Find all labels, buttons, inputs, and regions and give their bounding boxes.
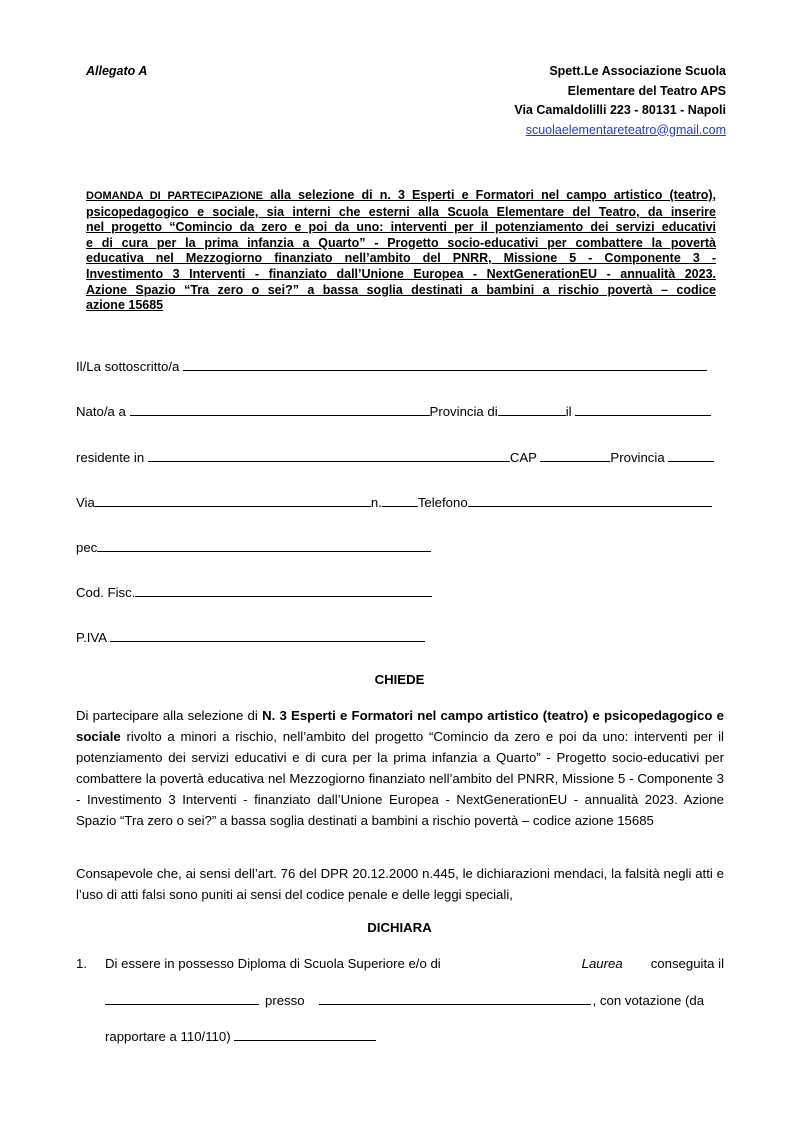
chiede-bold: N. 3 Esperti e Formatori nel campo artistico (teatro) e psicopedagogico e sociale bbox=[76, 708, 725, 744]
field-residente bbox=[76, 447, 714, 465]
title-lead: DOMANDA DI PARTECIPAZIONE bbox=[86, 190, 263, 202]
title-line-1: alla selezione di n. 3 Esperti e Formatori nel campo artistico (teatro), bbox=[263, 188, 716, 202]
label-telefono: Telefono bbox=[417, 495, 468, 510]
title-line-8: azione 15685 bbox=[86, 298, 164, 313]
input-presso[interactable] bbox=[319, 990, 591, 1005]
label-presso: presso bbox=[265, 993, 305, 1008]
item-1-line-3 bbox=[105, 1026, 376, 1046]
field-nato bbox=[76, 401, 711, 419]
input-sottoscritto[interactable] bbox=[183, 356, 707, 371]
input-codfisc[interactable] bbox=[135, 582, 432, 597]
title-line-7: Azione Spazio “Tra zero o sei?” a bassa soglia destinati a bambini a rischio povertà – codice bbox=[86, 282, 716, 297]
input-piva[interactable] bbox=[110, 627, 425, 642]
field-codfisc bbox=[76, 582, 432, 600]
label-n: n. bbox=[370, 495, 382, 510]
input-via[interactable] bbox=[95, 492, 371, 507]
item-1-text-b: conseguita il bbox=[650, 956, 724, 971]
title-line-3: nel progetto “Comincio da zero e poi da uno: interventi per il potenziamento dei servizi educativi bbox=[86, 220, 716, 235]
input-votazione[interactable] bbox=[234, 1026, 376, 1041]
item-1-number: 1. bbox=[76, 956, 87, 971]
address-line-1: Spett.Le Associazione Scuola bbox=[549, 64, 726, 78]
dichiara-heading: DICHIARA bbox=[367, 920, 432, 935]
email-link[interactable]: scuolaelementareteatro@gmail.com bbox=[525, 122, 726, 137]
chiede-paragraph bbox=[76, 705, 724, 831]
label-pec: pec bbox=[76, 540, 98, 555]
consapevole-paragraph: Consapevole che, ai sensi dell’art. 76 del DPR 20.12.2000 n.445, le dichiarazioni mendaci, la falsità negli atti e l’uso di atti falsi sono puniti ai sensi del codice penale e delle leggi speciali, bbox=[76, 866, 724, 902]
label-provincia: Provincia bbox=[610, 450, 665, 465]
label-nato: Nato/a a bbox=[76, 404, 126, 419]
label-via: Via bbox=[76, 495, 95, 510]
label-provincia-di: Provincia di bbox=[429, 404, 498, 419]
item-1-line-2 bbox=[105, 990, 724, 1010]
label-rapportare: rapportare a 110/110) bbox=[105, 1029, 231, 1044]
input-nato[interactable] bbox=[130, 401, 430, 416]
input-data-conseguimento[interactable] bbox=[105, 990, 259, 1005]
input-provincia[interactable] bbox=[668, 447, 714, 462]
label-piva: P.IVA bbox=[76, 630, 107, 645]
document-title bbox=[86, 188, 716, 314]
input-data-nascita[interactable] bbox=[575, 401, 711, 416]
field-pec bbox=[76, 537, 431, 555]
address-line-2: Elementare del Teatro APS bbox=[567, 83, 726, 98]
label-residente: residente in bbox=[76, 450, 145, 465]
field-via bbox=[76, 492, 712, 510]
chiede-intro: Di partecipare alla selezione di bbox=[76, 708, 263, 723]
input-provincia-nascita[interactable] bbox=[498, 401, 566, 416]
item-1-text-a: Di essere in possesso Diploma di Scuola Superiore e/o di bbox=[105, 956, 441, 971]
recipient-address bbox=[514, 62, 726, 140]
item-1-laurea: Laurea bbox=[581, 956, 623, 971]
label-sottoscritto: Il/La sottoscritto/a bbox=[76, 359, 180, 374]
title-line-2: psicopedagogico e sociale, sia interni che esterni alla Scuola Elementare del Teatro, da inserire bbox=[86, 204, 716, 219]
title-line-6: Investimento 3 Interventi - finanziato dall’Unione Europea - NextGenerationEU - annualità 2023. bbox=[86, 266, 716, 281]
label-cap: CAP bbox=[509, 450, 537, 465]
input-residente[interactable] bbox=[148, 447, 510, 462]
input-civico[interactable] bbox=[382, 492, 418, 507]
input-pec[interactable] bbox=[97, 537, 431, 552]
allegato-label: Allegato A bbox=[86, 64, 148, 78]
title-line-4: e di cura per la prima infanzia a Quarto” - Progetto socio-educativi per combattere la povertà bbox=[86, 235, 716, 250]
input-cap[interactable] bbox=[540, 447, 610, 462]
chiede-rest: rivolto a minori a rischio, nell’ambito del progetto “Comincio da zero e poi da uno: interventi per il potenziamento dei servizi educativi e di cura per la prima infanzia a Quarto” - Progetto socio-educativi per combattere la povertà educativa nel Mezzogiorno finanziato nell’ambito del PNRR, Missione 5 - Componente 3 - Investimento 3 Interventi - finanziato dall’Unione Europea - NextGenerationEU - annualità 2023. Azione Spazio “Tra zero o sei?” a bassa soglia destinati a bambini a rischio povertà – codice azione 15685 bbox=[76, 729, 724, 828]
label-il: il bbox=[565, 404, 572, 419]
title-line-5: educativa nel Mezzogiorno finanziato nell’ambito del PNRR, Missione 5 - Componente 3 - bbox=[86, 251, 716, 266]
input-telefono[interactable] bbox=[468, 492, 712, 507]
field-sottoscritto bbox=[76, 356, 707, 374]
chiede-heading: CHIEDE bbox=[374, 672, 425, 687]
item-1-line-1 bbox=[105, 955, 724, 973]
address-line-3: Via Camaldolilli 223 - 80131 - Napoli bbox=[514, 103, 726, 117]
label-votazione: , con votazione (da bbox=[592, 993, 705, 1008]
label-codfisc: Cod. Fisc. bbox=[76, 585, 136, 600]
field-piva bbox=[76, 627, 425, 645]
